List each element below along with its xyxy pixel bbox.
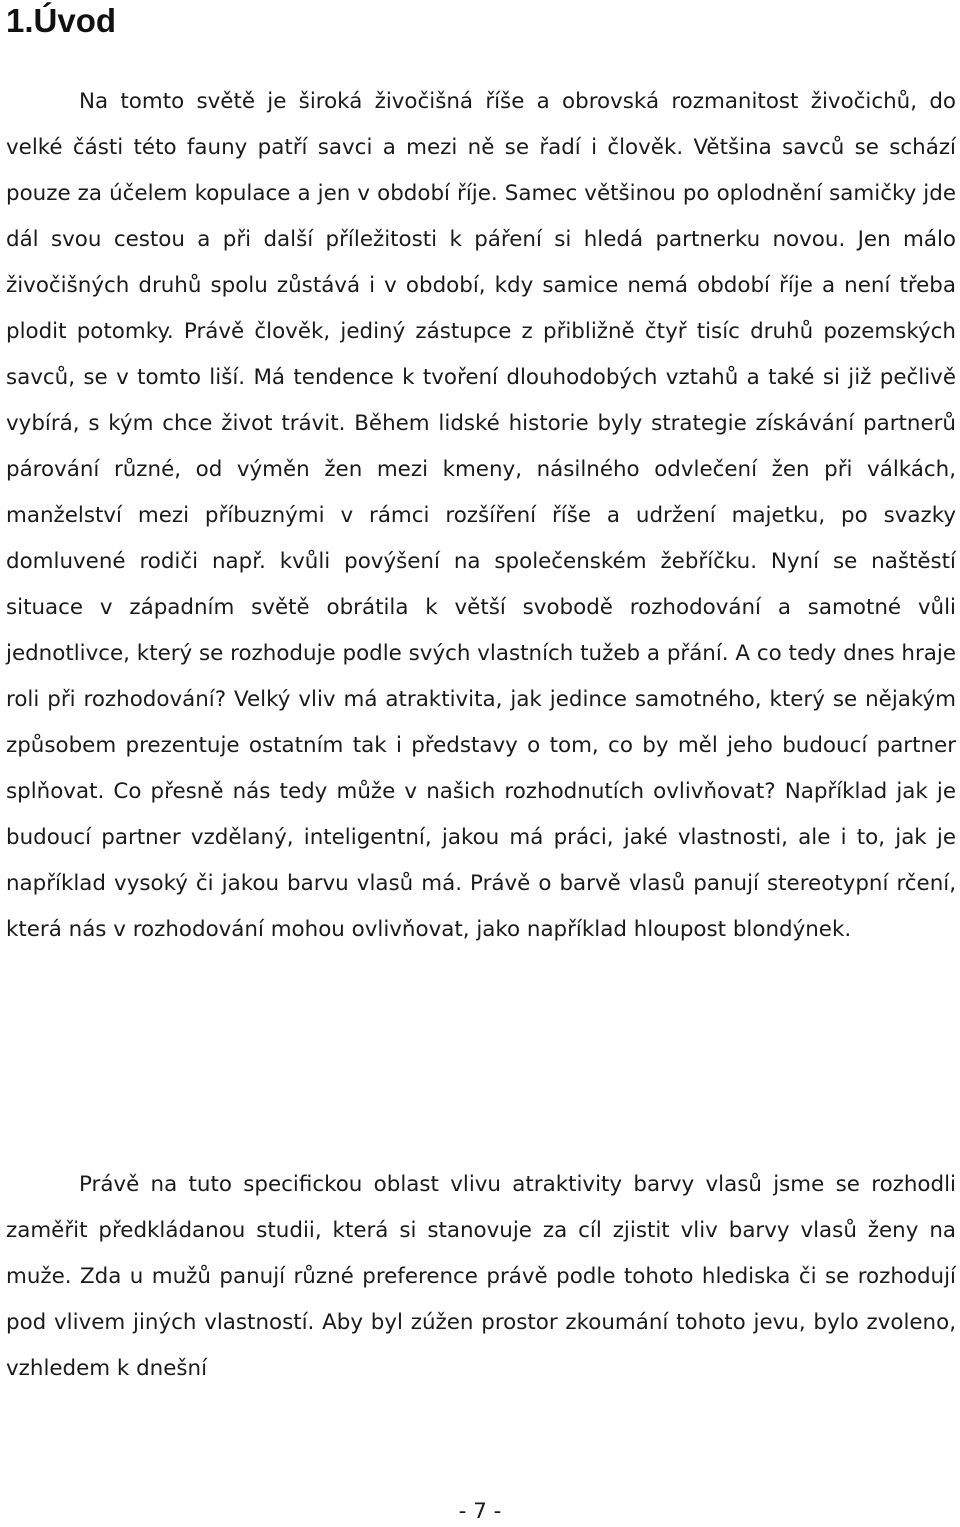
paragraph-introduction: Na tomto světě je široká živočišná říše a obrovská rozmanitost živočichů, do velké části této fauny patří savci a mezi ně se řadí i člověk. Většina savců se schází pouze za účelem kopulace a jen v období říje. Samec většinou po oplodnění samičky jde dál svou cestou a při další příležitosti k páření si hledá partnerku novou. Jen málo živočišných druhů spolu zůstává i v období, kdy samice nemá období říje a není třeba plodit potomky. Právě člověk, jediný zástupce z přibližně čtyř tisíc druhů pozemských savců, se v tomto liší. Má tendence k tvoření dlouhodobých vztahů a také si již pečlivě vybírá, s kým chce život trávit. Během lidské historie byly strategie získávání partnerů párování různé, od výměn žen mezi kmeny, násilného odvlečení žen při válkách, manželství mezi příbuznými v rámci rozšíření říše a udržení majetku, po svazky domluvené rodiči např. kvůli povýšení na společenském žebříčku. Nyní se naštěstí situace v západním světě obrátila k větší svobodě rozhodování a samotné vůli jednotlivce, který se rozhoduje podle svých vlastních tužeb a přání. A co tedy dnes hraje roli při rozhodování? Velký vliv má atraktivita, jak jedince samotného, který se nějakým způsobem prezentuje ostatním tak i představy o tom, co by měl jeho budoucí partner splňovat. Co přesně nás tedy může v našich rozhodnutích ovlivňovat? Například jak je budoucí partner vzdělaný, inteligentní, jakou má práci, jaké vlastnosti, ale i to, jak je například vysoký či jakou barvu vlasů má. Právě o barvě vlasů panují stereotypní rčení, která nás v rozhodování mohou ovlivňovat, jako například hloupost blondýnek. [6,89,956,942]
paragraph-study-focus: Právě na tuto specifickou oblast vlivu atraktivity barvy vlasů jsme se rozhodli zaměřit předkládanou studii, která si stanovuje za cíl zjistit vliv barvy vlasů ženy na muže. Zda u mužů panují různé preference právě podle tohoto hlediska či se rozhodují pod vlivem jiných vlastností. Aby byl zúžen prostor zkoumání tohoto jevu, bylo zvoleno, vzhledem k dnešní [6,1172,956,1381]
page-number: - 7 - [458,1499,502,1524]
section-heading: 1.Úvod [6,2,117,39]
